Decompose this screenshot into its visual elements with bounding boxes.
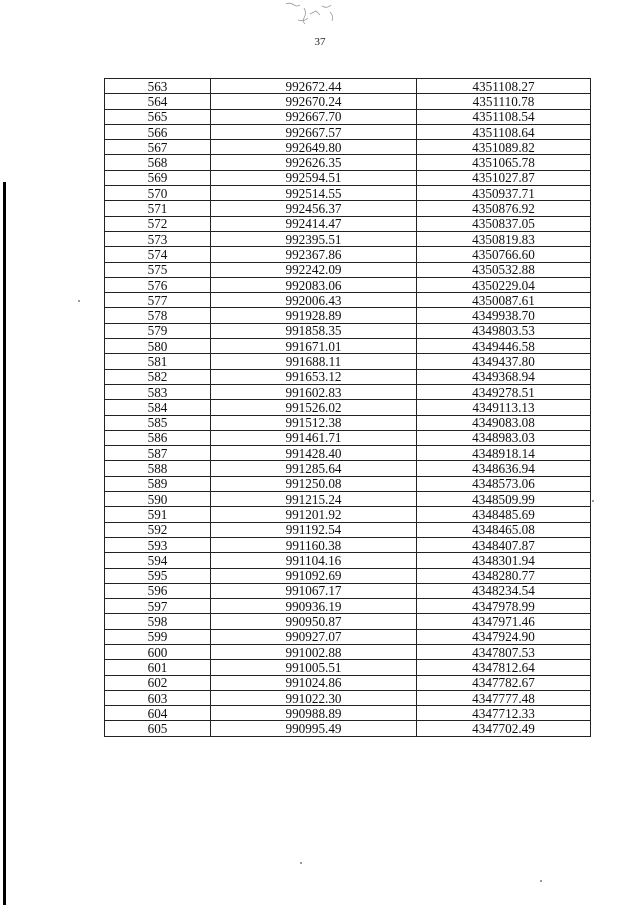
y-coordinate-cell: 4350837.05 xyxy=(417,216,591,231)
table-row xyxy=(105,247,591,262)
y-coordinate-cell: 4350819.83 xyxy=(417,231,591,246)
table-row xyxy=(105,323,591,338)
x-coordinate-cell: 992667.70 xyxy=(211,109,417,124)
x-coordinate-cell: 991250.08 xyxy=(211,476,417,491)
point-number-cell: 595 xyxy=(105,568,211,583)
faint-stamp-mark xyxy=(270,0,360,32)
x-coordinate-cell: 991512.38 xyxy=(211,415,417,430)
table-row xyxy=(105,216,591,231)
point-number-cell: 600 xyxy=(105,644,211,659)
table-row xyxy=(105,201,591,216)
point-number-cell: 575 xyxy=(105,262,211,277)
y-coordinate-cell: 4349803.53 xyxy=(417,323,591,338)
x-coordinate-cell: 991602.83 xyxy=(211,384,417,399)
table-row xyxy=(105,262,591,277)
y-coordinate-cell: 4348509.99 xyxy=(417,492,591,507)
x-coordinate-cell: 991461.71 xyxy=(211,430,417,445)
y-coordinate-cell: 4347807.53 xyxy=(417,644,591,659)
table-row xyxy=(105,583,591,598)
y-coordinate-cell: 4347971.46 xyxy=(417,614,591,629)
x-coordinate-cell: 991428.40 xyxy=(211,446,417,461)
x-coordinate-cell: 991160.38 xyxy=(211,537,417,552)
y-coordinate-cell: 4349368.94 xyxy=(417,369,591,384)
table-row xyxy=(105,461,591,476)
point-number-cell: 565 xyxy=(105,109,211,124)
point-number-cell: 566 xyxy=(105,124,211,139)
y-coordinate-cell: 4350532.88 xyxy=(417,262,591,277)
point-number-cell: 573 xyxy=(105,231,211,246)
x-coordinate-cell: 990988.89 xyxy=(211,706,417,721)
table-row xyxy=(105,170,591,185)
point-number-cell: 570 xyxy=(105,186,211,201)
point-number-cell: 591 xyxy=(105,507,211,522)
table-row xyxy=(105,293,591,308)
point-number-cell: 576 xyxy=(105,277,211,292)
point-number-cell: 590 xyxy=(105,492,211,507)
y-coordinate-cell: 4350229.04 xyxy=(417,277,591,292)
point-number-cell: 596 xyxy=(105,583,211,598)
table-row xyxy=(105,492,591,507)
y-coordinate-cell: 4349278.51 xyxy=(417,384,591,399)
point-number-cell: 571 xyxy=(105,201,211,216)
point-number-cell: 572 xyxy=(105,216,211,231)
table-row xyxy=(105,644,591,659)
table-row xyxy=(105,553,591,568)
table-row xyxy=(105,522,591,537)
y-coordinate-cell: 4351089.82 xyxy=(417,140,591,155)
coordinates-table xyxy=(104,78,591,737)
y-coordinate-cell: 4351110.78 xyxy=(417,94,591,109)
x-coordinate-cell: 991067.17 xyxy=(211,583,417,598)
x-coordinate-cell: 992242.09 xyxy=(211,262,417,277)
y-coordinate-cell: 4350937.71 xyxy=(417,186,591,201)
x-coordinate-cell: 990995.49 xyxy=(211,721,417,736)
y-coordinate-cell: 4348407.87 xyxy=(417,537,591,552)
x-coordinate-cell: 990950.87 xyxy=(211,614,417,629)
table-row xyxy=(105,415,591,430)
table-row xyxy=(105,446,591,461)
x-coordinate-cell: 992649.80 xyxy=(211,140,417,155)
point-number-cell: 604 xyxy=(105,706,211,721)
coordinates-table-body xyxy=(105,79,591,737)
table-row xyxy=(105,109,591,124)
table-row xyxy=(105,339,591,354)
scan-speck xyxy=(592,500,594,502)
point-number-cell: 584 xyxy=(105,400,211,415)
point-number-cell: 605 xyxy=(105,721,211,736)
y-coordinate-cell: 4351065.78 xyxy=(417,155,591,170)
table-row xyxy=(105,94,591,109)
point-number-cell: 603 xyxy=(105,690,211,705)
point-number-cell: 589 xyxy=(105,476,211,491)
table-row xyxy=(105,79,591,94)
table-row xyxy=(105,140,591,155)
point-number-cell: 601 xyxy=(105,660,211,675)
page-number: 37 xyxy=(314,36,326,48)
table-row xyxy=(105,231,591,246)
y-coordinate-cell: 4348573.06 xyxy=(417,476,591,491)
scan-edge-bar xyxy=(3,182,6,905)
table-row xyxy=(105,308,591,323)
x-coordinate-cell: 991002.88 xyxy=(211,644,417,659)
x-coordinate-cell: 991201.92 xyxy=(211,507,417,522)
scan-speck xyxy=(300,862,302,864)
y-coordinate-cell: 4350876.92 xyxy=(417,201,591,216)
x-coordinate-cell: 991671.01 xyxy=(211,339,417,354)
x-coordinate-cell: 991653.12 xyxy=(211,369,417,384)
table-row xyxy=(105,599,591,614)
point-number-cell: 564 xyxy=(105,94,211,109)
x-coordinate-cell: 991526.02 xyxy=(211,400,417,415)
point-number-cell: 568 xyxy=(105,155,211,170)
y-coordinate-cell: 4347978.99 xyxy=(417,599,591,614)
y-coordinate-cell: 4348301.94 xyxy=(417,553,591,568)
table-row xyxy=(105,721,591,736)
y-coordinate-cell: 4348983.03 xyxy=(417,430,591,445)
point-number-cell: 594 xyxy=(105,553,211,568)
y-coordinate-cell: 4347712.33 xyxy=(417,706,591,721)
y-coordinate-cell: 4349938.70 xyxy=(417,308,591,323)
table-row xyxy=(105,155,591,170)
y-coordinate-cell: 4347777.48 xyxy=(417,690,591,705)
x-coordinate-cell: 992514.55 xyxy=(211,186,417,201)
point-number-cell: 587 xyxy=(105,446,211,461)
table-row xyxy=(105,614,591,629)
x-coordinate-cell: 992367.86 xyxy=(211,247,417,262)
x-coordinate-cell: 992670.24 xyxy=(211,94,417,109)
x-coordinate-cell: 990927.07 xyxy=(211,629,417,644)
x-coordinate-cell: 991858.35 xyxy=(211,323,417,338)
table-row xyxy=(105,660,591,675)
point-number-cell: 581 xyxy=(105,354,211,369)
y-coordinate-cell: 4347924.90 xyxy=(417,629,591,644)
y-coordinate-cell: 4351027.87 xyxy=(417,170,591,185)
table-row xyxy=(105,706,591,721)
x-coordinate-cell: 991005.51 xyxy=(211,660,417,675)
x-coordinate-cell: 992006.43 xyxy=(211,293,417,308)
x-coordinate-cell: 992626.35 xyxy=(211,155,417,170)
y-coordinate-cell: 4348465.08 xyxy=(417,522,591,537)
y-coordinate-cell: 4349083.08 xyxy=(417,415,591,430)
y-coordinate-cell: 4348234.54 xyxy=(417,583,591,598)
x-coordinate-cell: 991688.11 xyxy=(211,354,417,369)
point-number-cell: 582 xyxy=(105,369,211,384)
x-coordinate-cell: 992456.37 xyxy=(211,201,417,216)
table-row xyxy=(105,675,591,690)
point-number-cell: 588 xyxy=(105,461,211,476)
table-row xyxy=(105,369,591,384)
x-coordinate-cell: 991215.24 xyxy=(211,492,417,507)
table-row xyxy=(105,384,591,399)
x-coordinate-cell: 991928.89 xyxy=(211,308,417,323)
y-coordinate-cell: 4348485.69 xyxy=(417,507,591,522)
table-row xyxy=(105,430,591,445)
x-coordinate-cell: 992083.06 xyxy=(211,277,417,292)
x-coordinate-cell: 991024.86 xyxy=(211,675,417,690)
point-number-cell: 599 xyxy=(105,629,211,644)
x-coordinate-cell: 991285.64 xyxy=(211,461,417,476)
point-number-cell: 593 xyxy=(105,537,211,552)
table-row xyxy=(105,277,591,292)
x-coordinate-cell: 991092.69 xyxy=(211,568,417,583)
point-number-cell: 592 xyxy=(105,522,211,537)
table-row xyxy=(105,629,591,644)
point-number-cell: 567 xyxy=(105,140,211,155)
y-coordinate-cell: 4350766.60 xyxy=(417,247,591,262)
point-number-cell: 577 xyxy=(105,293,211,308)
point-number-cell: 585 xyxy=(105,415,211,430)
table-row xyxy=(105,354,591,369)
x-coordinate-cell: 992672.44 xyxy=(211,79,417,94)
y-coordinate-cell: 4347812.64 xyxy=(417,660,591,675)
point-number-cell: 579 xyxy=(105,323,211,338)
table-row xyxy=(105,186,591,201)
y-coordinate-cell: 4351108.64 xyxy=(417,124,591,139)
point-number-cell: 569 xyxy=(105,170,211,185)
x-coordinate-cell: 991192.54 xyxy=(211,522,417,537)
point-number-cell: 580 xyxy=(105,339,211,354)
table-row xyxy=(105,690,591,705)
y-coordinate-cell: 4349437.80 xyxy=(417,354,591,369)
x-coordinate-cell: 992667.57 xyxy=(211,124,417,139)
y-coordinate-cell: 4350087.61 xyxy=(417,293,591,308)
point-number-cell: 586 xyxy=(105,430,211,445)
y-coordinate-cell: 4349113.13 xyxy=(417,400,591,415)
x-coordinate-cell: 992594.51 xyxy=(211,170,417,185)
y-coordinate-cell: 4347782.67 xyxy=(417,675,591,690)
point-number-cell: 574 xyxy=(105,247,211,262)
y-coordinate-cell: 4349446.58 xyxy=(417,339,591,354)
x-coordinate-cell: 990936.19 xyxy=(211,599,417,614)
point-number-cell: 602 xyxy=(105,675,211,690)
y-coordinate-cell: 4348636.94 xyxy=(417,461,591,476)
x-coordinate-cell: 992414.47 xyxy=(211,216,417,231)
table-row xyxy=(105,568,591,583)
y-coordinate-cell: 4347702.49 xyxy=(417,721,591,736)
x-coordinate-cell: 992395.51 xyxy=(211,231,417,246)
scan-speck xyxy=(540,880,542,882)
table-row xyxy=(105,124,591,139)
y-coordinate-cell: 4348280.77 xyxy=(417,568,591,583)
table-row xyxy=(105,537,591,552)
scan-speck xyxy=(78,300,80,302)
x-coordinate-cell: 991022.30 xyxy=(211,690,417,705)
table-row xyxy=(105,400,591,415)
y-coordinate-cell: 4351108.54 xyxy=(417,109,591,124)
x-coordinate-cell: 991104.16 xyxy=(211,553,417,568)
table-row xyxy=(105,507,591,522)
point-number-cell: 583 xyxy=(105,384,211,399)
y-coordinate-cell: 4348918.14 xyxy=(417,446,591,461)
point-number-cell: 578 xyxy=(105,308,211,323)
table-row xyxy=(105,476,591,491)
point-number-cell: 597 xyxy=(105,599,211,614)
y-coordinate-cell: 4351108.27 xyxy=(417,79,591,94)
point-number-cell: 598 xyxy=(105,614,211,629)
point-number-cell: 563 xyxy=(105,79,211,94)
